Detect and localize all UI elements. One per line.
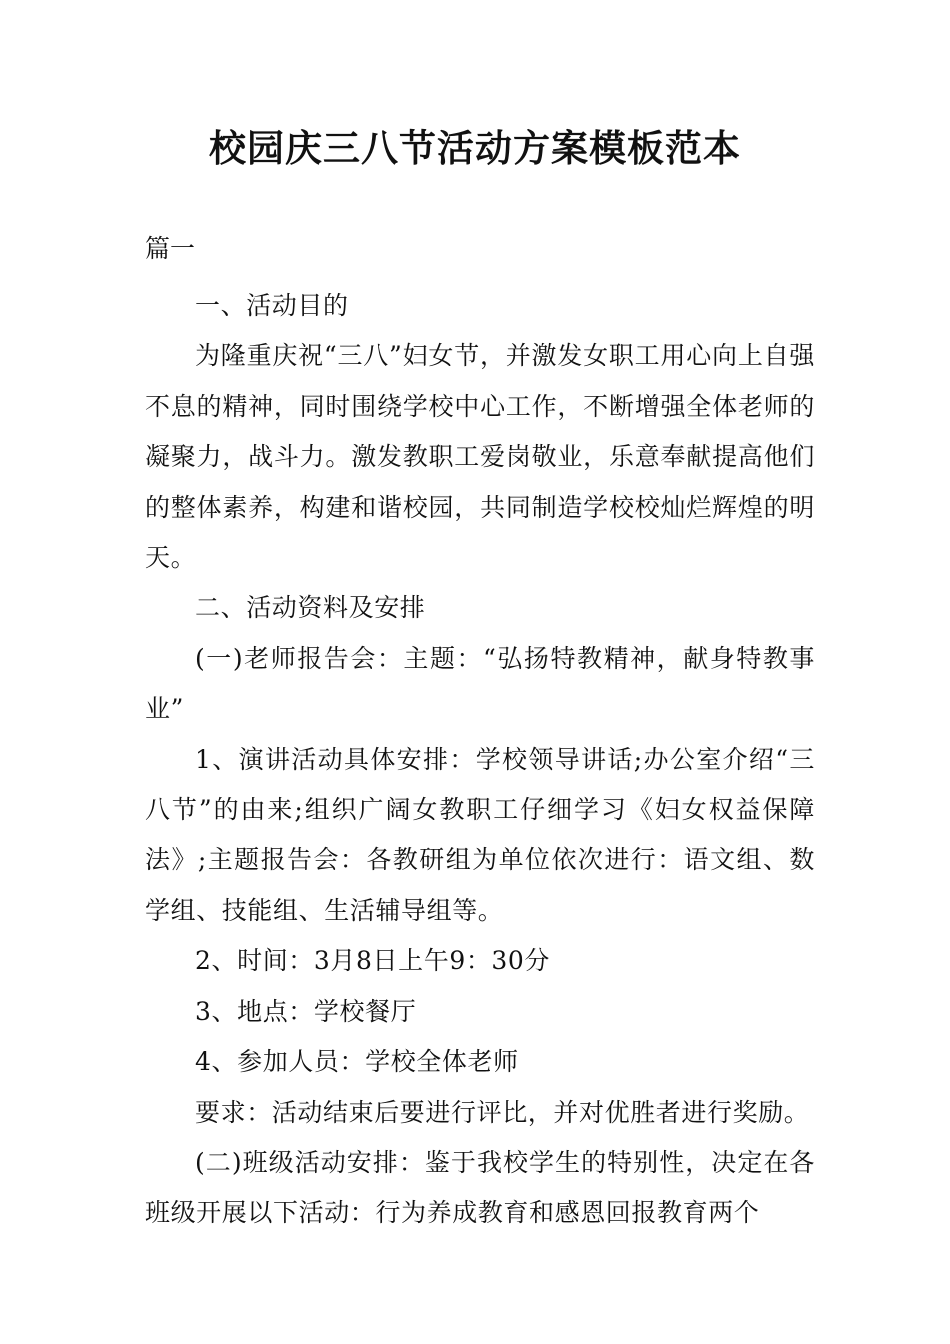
heading-activity-content: 二、活动资料及安排 — [195, 593, 426, 623]
document-title: 校园庆三八节活动方案模板范本 — [209, 127, 741, 170]
section-label: 篇一 — [145, 234, 196, 263]
paragraph-participants: 4、参加人员：学校全体老师 — [195, 1047, 519, 1077]
paragraph-requirement: 要求：活动结束后要进行评比，并对优胜者进行奖励。 — [195, 1097, 810, 1127]
paragraph-class-activities: (二)班级活动安排：鉴于我校学生的特别性，决定在各班级开展以下活动：行为养成教育和感恩回报教育两个 — [145, 1147, 815, 1228]
paragraph-speech-arrangement: 1、演讲活动具体安排：学校领导讲话;办公室介绍“三八节”的由来;组织广阔女教职工仔细学习《妇女权益保障法》;主题报告会：各教研组为单位依次进行：语文组、数学组、技能组、生活辅导组等。 — [145, 744, 815, 925]
document-body — [145, 281, 815, 1239]
paragraph-location: 3、地点：学校餐厅 — [195, 996, 417, 1026]
paragraph-time: 2、时间：3月8日上午9：30分 — [195, 946, 551, 976]
heading-activity-purpose: 一、活动目的 — [195, 291, 349, 320]
paragraph-teacher-report: (一)老师报告会：主题：“弘扬特教精神，献身特教事业” — [145, 643, 815, 724]
paragraph-purpose: 为隆重庆祝“三八”妇女节，并激发女职工用心向上自强不息的精神，同时围绕学校中心工作，不断增强全体老师的凝聚力，战斗力。激发教职工爱岗敬业，乐意奉献提高他们的整体素养，构建和谐校园，共同制造学校校灿烂辉煌的明天。 — [145, 341, 815, 573]
